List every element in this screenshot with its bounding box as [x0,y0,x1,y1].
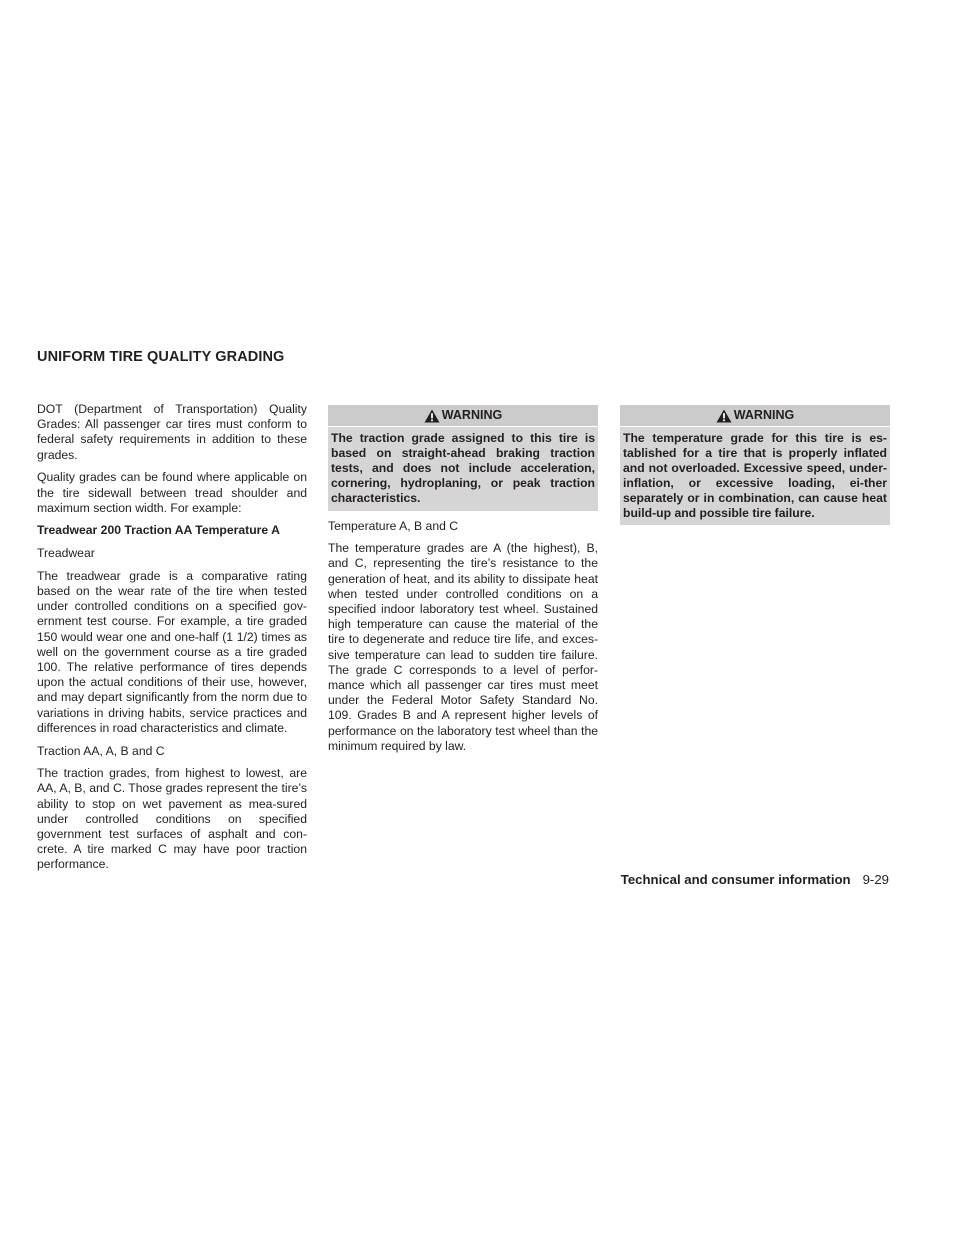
warning-label: WARNING [733,407,795,422]
example-heading: Treadwear 200 Traction AA Temperature A [37,523,280,538]
treadwear-heading: Treadwear [37,546,95,561]
temperature-heading: Temperature A, B and C [328,518,459,533]
warning-text: The temperature grade for this tire is es-tablished for a tire that is properly inflated and not overloaded. Excessive speed, under-inflation, or excessive loading, ei-ther separately or in combination, can cause heat build-up and possible tire failure. [623,431,887,520]
temperature-paragraph: The temperature grades are A (the highest), B, and C, representing the tire’s resistance to the generation of heat, and its ability to dissipate heat when tested under controlled conditions on a specified indoor laboratory test wheel. Sustained high temperature can cause the material of the tire to degenerate and reduce tire life, and exces-sive temperature can lead to sudden tire failure. The grade C corresponds to a level of perfor-mance which all passenger car tires must meet under the Federal Motor Safety Standard No. 109. Grades B and A represent higher levels of performance on the laboratory test wheel than the minimum required by law. [328,541,598,753]
traction-paragraph: The traction grades, from highest to lowest, are AA, A, B, and C. Those grades represent the tire’s ability to stop on wet pavement as mea-sured under controlled conditions on specified government test surfaces of asphalt and con-crete. A tire marked C may have poor traction performance. [37,766,307,872]
warning-text: The traction grade assigned to this tire is based on straight-ahead braking traction tests, and does not include acceleration, cornering, hydroplaning, or peak traction characteristics. [331,431,595,505]
page-number: 9-29 [862,872,889,887]
warning-label: WARNING [441,407,503,422]
footer-section-title: Technical and consumer information [620,872,851,887]
traction-heading: Traction AA, A, B and C [37,743,165,758]
warning-header [620,405,890,427]
section-title: UNIFORM TIRE QUALITY GRADING [37,349,285,365]
treadwear-paragraph: The treadwear grade is a comparative rating based on the wear rate of the tire when tested under controlled conditions on a specified gov-ernment test course. For example, a tire graded 150 would wear one and one-half (1 1/2) times as well on the government course as a tire graded 100. The relative performance of tires depends upon the actual conditions of their use, however, and may depart significantly from the norm due to variations in driving habits, service practices and differences in road characteristics and climate. [37,568,307,735]
page-footer [621,872,889,887]
warning-triangle-icon [716,409,732,423]
quality-grades-paragraph: Quality grades can be found where applicable on the tire sidewall between tread shoulder and maximum section width. For example: [37,470,307,515]
column-middle [328,405,598,762]
temperature-warning-box [620,405,890,525]
column-right [620,405,890,533]
warning-header [328,405,598,427]
warning-triangle-icon [424,409,440,423]
column-left [37,402,307,880]
intro-paragraph: DOT (Department of Transportation) Quality Grades: All passenger car tires must conform to federal safety requirements in addition to these grades. [37,402,307,462]
traction-warning-box [328,405,598,511]
